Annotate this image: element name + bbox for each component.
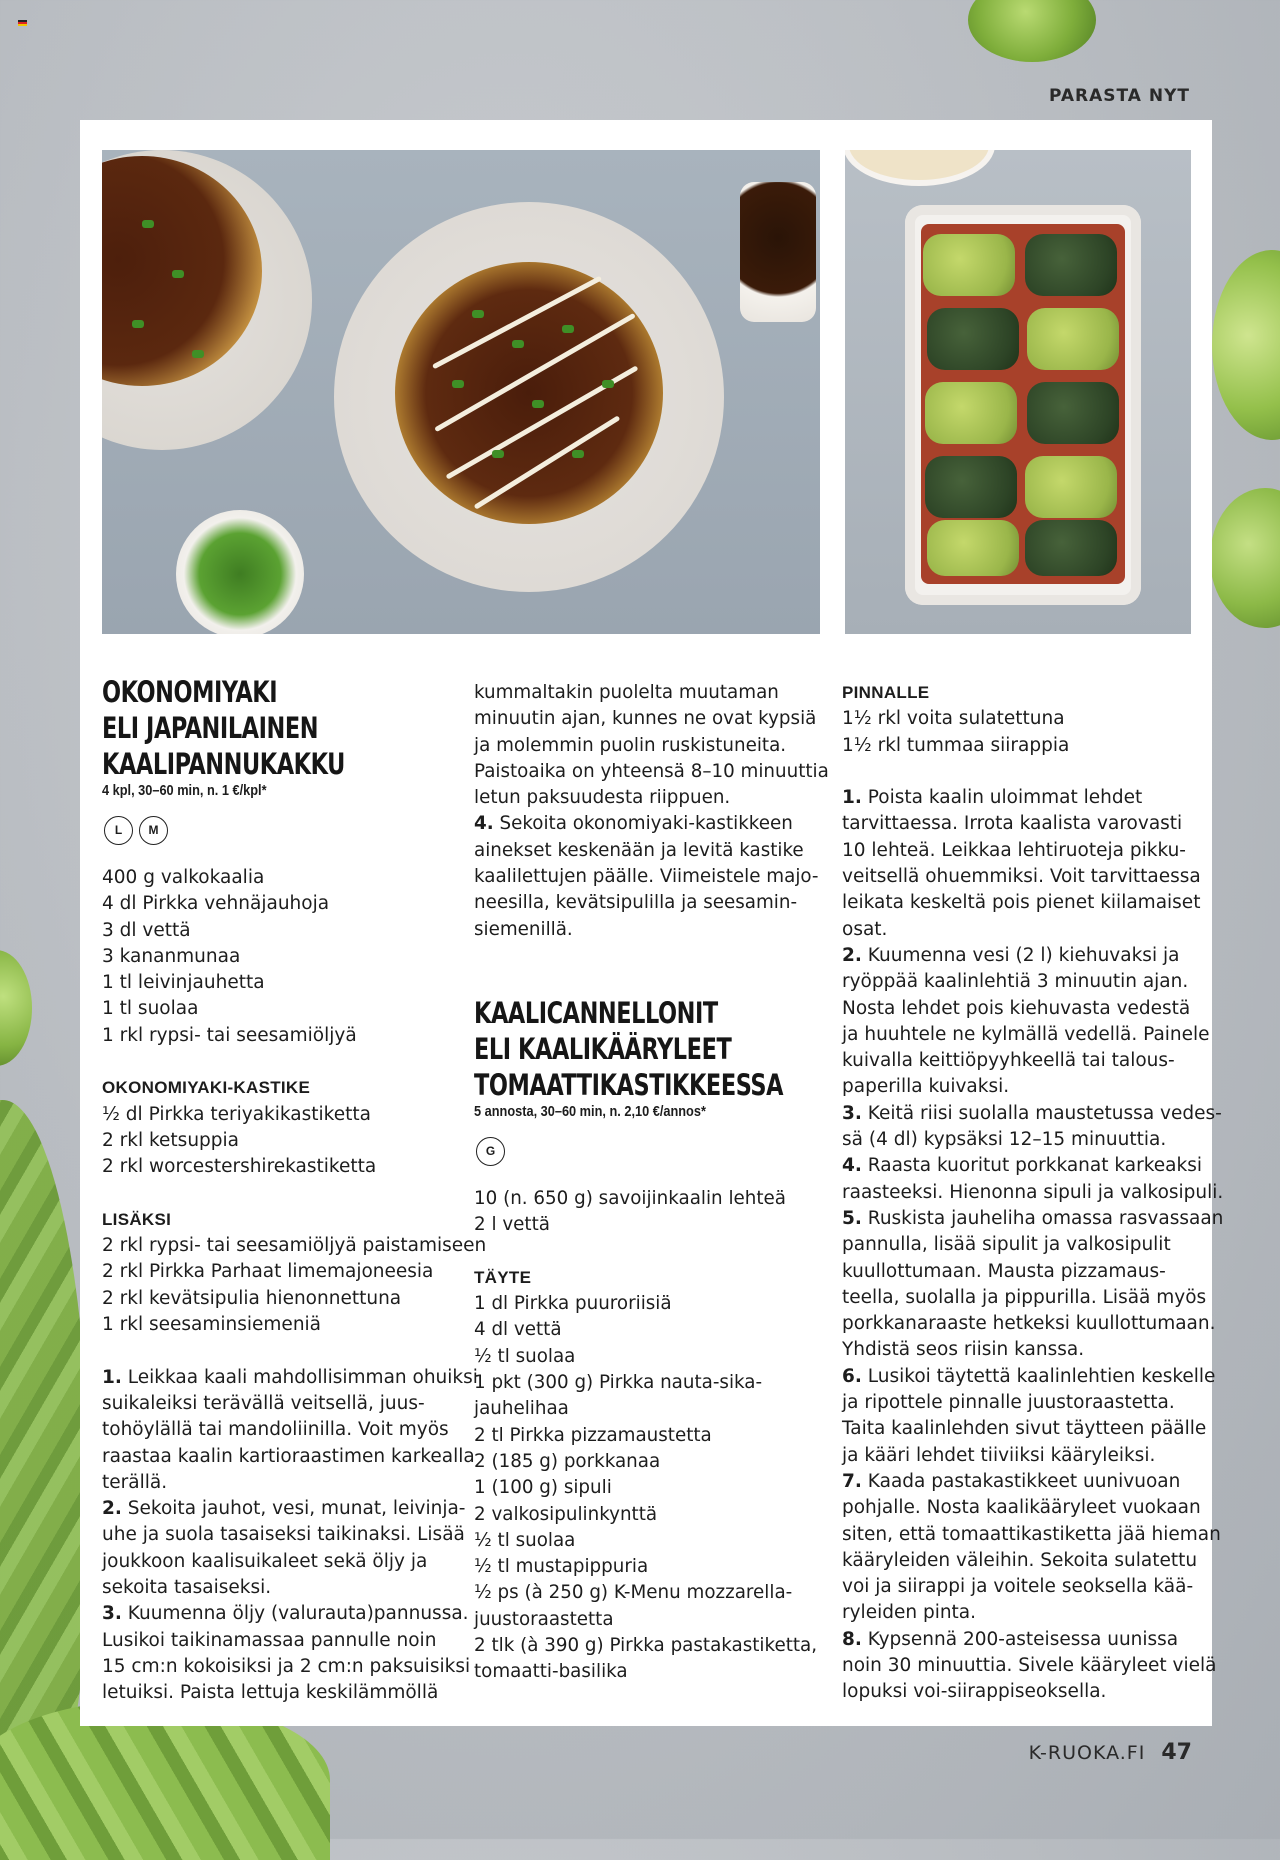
recipe-meta: 4 kpl, 30–60 min, n. 1 €/kpl* (102, 783, 267, 799)
step-line: noin 30 minuuttia. Sivele kääryleet vielä (842, 1654, 1217, 1676)
step-line: 2. Kuumenna vesi (2 l) kiehuvaksi ja (842, 944, 1180, 966)
recipe-title: TOMAATTIKASTIKKEESSA (474, 1067, 784, 1102)
step-line: minuutin ajan, kunnes ne ovat kypsiä (474, 708, 817, 730)
ingredient: 2 tlk (à 390 g) Pirkka pastakastiketta, (474, 1635, 818, 1657)
ingredient: ½ tl suolaa (474, 1529, 576, 1551)
ingredient: 3 dl vettä (102, 919, 191, 941)
brussels-sprout-decoration (1212, 250, 1280, 440)
step-line: ja kääri lehdet tiiviiksi kääryleiksi. (842, 1444, 1156, 1466)
step-line: 7. Kaada pastakastikkeet uunivuoan (842, 1470, 1181, 1492)
step-line: sä (4 dl) kypsäksi 12–15 minuuttia. (842, 1129, 1167, 1151)
step-line: 6. Lusikoi täytettä kaalinlehtien keskelle (842, 1365, 1216, 1387)
step-number: 4. (842, 1155, 862, 1177)
step-line: tarvittaessa. Irrota kaalista varovasti (842, 813, 1183, 835)
ingredient: 2 rkl ketsuppia (102, 1129, 240, 1151)
ingredient: ½ dl Pirkka teriyakikastiketta (102, 1103, 371, 1125)
step-line: Yhdistä seos riisin kanssa. (842, 1339, 1085, 1361)
ingredient: 2 rkl rypsi- tai seesamiöljyä paistamiseen (102, 1235, 487, 1257)
step-line: 3. Kuumenna öljy (valurauta)pannussa. (102, 1603, 469, 1625)
recipe-title: ELI JAPANILAINEN (102, 711, 319, 745)
ingredient: 1 dl Pirkka puuroriisiä (474, 1293, 672, 1315)
step-line: kummaltakin puolelta muutaman (474, 682, 779, 703)
step-line: ja molemmin puolin ruskistuneita. (474, 734, 787, 756)
ingredient: 1 rkl rypsi- tai seesamiöljyä (102, 1024, 357, 1046)
step-line: ryöppää kaalinlehtiä 3 minuutin ajan. (842, 971, 1189, 993)
step-line: joukkoon kaalisuikaleet sekä öljy ja (102, 1550, 428, 1572)
step-line: paperilla kuivaksi. (842, 1076, 1010, 1098)
step-line: Lusikoi taikinamassaa pannulle noin (102, 1629, 437, 1651)
step-line: kuivalla keittiöpyyhkeellä tai talous- (842, 1050, 1175, 1072)
step-line: pohjalle. Nosta kaalikääryleet vuokaan (842, 1497, 1201, 1519)
step-number: 3. (102, 1603, 122, 1625)
step-line: kuullottumaan. Mausta pizzamaus- (842, 1260, 1166, 1282)
step-line: Paistoaika on yhteensä 8–10 minuuttia (474, 760, 829, 782)
step-line: suikaleiksi terävällä veitsellä, juus- (102, 1392, 425, 1414)
ingredient: 2 valkosipulinkynttä (474, 1503, 658, 1525)
step-line: raastaa kaalin kartioraastimen karkealla (102, 1445, 475, 1467)
step-line: ja huuhtele ne kylmällä vedellä. Painele (842, 1023, 1210, 1045)
step-line: Nosta lehdet pois kiehuvasta vedestä (842, 997, 1191, 1019)
ingredient: 2 rkl worcestershirekastiketta (102, 1156, 377, 1178)
step-line: neesilla, kevätsipulilla ja seesamin- (474, 892, 798, 914)
step-line: 1. Poista kaalin uloimmat lehdet (842, 787, 1143, 809)
step-line: 1. Leikkaa kaali mahdollisimman ohuiksi (102, 1366, 478, 1388)
step-line: ryleiden pinta. (842, 1602, 977, 1624)
ingredient: 4 dl vettä (474, 1319, 562, 1341)
recipe1-column (102, 674, 487, 1707)
brussels-sprout-decoration (968, 0, 1096, 62)
recipe-title: OKONOMIYAKI (102, 675, 278, 709)
ingredient: ½ tl mustapippuria (474, 1556, 649, 1578)
step-line: 3. Keitä riisi suolalla maustetussa vedes- (842, 1102, 1222, 1124)
step-line: 4. Raasta kuoritut porkkanat karkeaksi (842, 1155, 1202, 1177)
step-line: 15 cm:n kokoisiksi ja 2 cm:n paksuisiksi (102, 1655, 471, 1677)
step-line: ja ripottele pinnalle juustoraastetta. (842, 1392, 1175, 1414)
step-line: lopuksi voi-siirappiseoksella. (842, 1681, 1107, 1703)
ingredient: 1 rkl seesaminsiemeniä (102, 1314, 322, 1336)
page-number: 47 (1161, 1740, 1192, 1765)
step-line: letun paksuudesta riippuen. (474, 787, 731, 809)
step-line: 8. Kypsennä 200-asteisessa uunissa (842, 1628, 1179, 1650)
step-line: sekoita tasaiseksi. (102, 1577, 272, 1599)
ingredient: 1 (100 g) sipuli (474, 1477, 612, 1499)
ingredient: juustoraastetta (474, 1608, 614, 1630)
ingredient: 1½ rkl voita sulatettuna (842, 708, 1065, 730)
recipe-title: KAALICANNELLONIT (474, 995, 718, 1030)
step-line: voi ja siirappi ja voitele seoksella kää- (842, 1576, 1194, 1598)
step-line: leikata keskeltä pois pienet kiilamaiset (842, 892, 1201, 914)
page-footer (1029, 1740, 1192, 1765)
step-number: 1. (102, 1366, 122, 1388)
ingredient: ½ tl suolaa (474, 1345, 576, 1367)
recipe2-column (474, 680, 829, 1686)
brussels-sprout-decoration (1210, 488, 1280, 628)
ingredient: 3 kananmunaa (102, 945, 241, 967)
subheading: OKONOMIYAKI-KASTIKE (102, 1078, 311, 1098)
brussels-sprout-decoration (0, 950, 32, 1066)
recipe-meta: 5 annosta, 30–60 min, n. 2,10 €/annos* (474, 1103, 706, 1120)
diet-badge-lactose-free: L (104, 816, 133, 845)
step-number: 4. (474, 813, 494, 835)
step-line: raasteeksi. Hienonna sipuli ja valkosipuli. (842, 1181, 1224, 1203)
diet-badge-dairy-free: M (139, 816, 168, 845)
step-line: 4. Sekoita okonomiyaki-kastikkeen (474, 813, 793, 835)
recipe-title: ELI KAALIKÄÄRYLEET (474, 1031, 732, 1066)
site-name: K-RUOKA.FI (1028, 1742, 1146, 1764)
ingredient: 1 tl leivinjauhetta (102, 972, 265, 994)
step-number: 3. (842, 1102, 862, 1124)
recipe-title: KAALIPANNUKAKKU (102, 747, 345, 781)
step-line: pannulla, lisää sipulit ja valkosipulit (842, 1234, 1171, 1256)
step-number: 2. (102, 1498, 122, 1520)
subheading: TÄYTE (474, 1267, 532, 1287)
step-line: ainekset keskenään ja levitä kastike (474, 839, 804, 861)
step-number: 6. (842, 1365, 862, 1387)
step-line: 10 lehteä. Leikkaa lehtiruoteja pikku- (842, 839, 1186, 861)
step-line: siemenillä. (474, 918, 573, 940)
okonomiyaki-photo (102, 150, 820, 634)
subheading: LISÄKSI (102, 1209, 172, 1229)
ingredient: 2 (185 g) porkkanaa (474, 1450, 661, 1472)
step-line: veitsellä ohuemmiksi. Voit tarvittaessa (842, 866, 1201, 888)
section-label: PARASTA NYT (1048, 86, 1190, 106)
step-line: letuiksi. Paista lettuja keskilämmöllä (102, 1682, 439, 1704)
diet-badge-gluten-free: G (476, 1137, 505, 1166)
pancake (395, 262, 663, 524)
cabbage-rolls-photo (845, 150, 1191, 634)
ingredient: 400 g valkokaalia (102, 867, 265, 888)
step-number: 5. (842, 1207, 862, 1229)
subheading: PINNALLE (842, 683, 930, 702)
step-line: 2. Sekoita jauhot, vesi, munat, leivinja- (102, 1498, 466, 1520)
ingredient: 1 pkt (300 g) Pirkka nauta-sika- (474, 1372, 763, 1394)
ingredient: 2 l vettä (474, 1214, 550, 1236)
step-line: kaalilettujen päälle. Viimeistele majo- (474, 866, 819, 888)
ingredient: jauhelihaa (474, 1398, 569, 1420)
spring-onion-bowl (176, 510, 304, 634)
bread-plate (849, 150, 989, 180)
step-line: kääryleiden väleihin. Sekoita sulatettu (842, 1549, 1198, 1571)
step-line: siten, että tomaattikastiketta jää hieman (842, 1523, 1221, 1545)
step-line: porkkanaraaste hetkeksi kuullottumaan. (842, 1313, 1216, 1335)
ingredient: ½ ps (à 250 g) K-Menu mozzarella- (474, 1582, 793, 1604)
ingredient: 10 (n. 650 g) savoijinkaalin lehteä (474, 1187, 786, 1209)
ingredient: tomaatti-basilika (474, 1661, 628, 1683)
step-line: osat. (842, 918, 888, 940)
step-line: teella, suolalla ja pippurilla. Lisää myös (842, 1286, 1207, 1308)
ingredient: 2 rkl kevätsipulia hienonnettuna (102, 1287, 402, 1309)
step-number: 1. (842, 787, 862, 809)
step-line: 5. Ruskista jauheliha omassa rasvassaan (842, 1207, 1224, 1229)
step-number: 8. (842, 1628, 862, 1650)
ingredient: 1 tl suolaa (102, 998, 199, 1020)
step-line: uhe ja suola tasaiseksi taikinaksi. Lisää (102, 1524, 465, 1546)
step-line: tohöylällä tai mandoliinilla. Voit myös (102, 1419, 449, 1441)
step-number: 2. (842, 944, 862, 966)
ingredient: 1½ rkl tummaa siirappia (842, 734, 1070, 756)
ingredient: 2 rkl Pirkka Parhaat limemajoneesia (102, 1261, 434, 1283)
ingredient: 2 tl Pirkka pizzamaustetta (474, 1424, 712, 1446)
recipe2-steps-column (842, 680, 1224, 1706)
sauce-bowl (740, 182, 816, 322)
flag-icon (18, 20, 27, 26)
step-line: Taita kaalinlehden sivut täytteen päälle (842, 1418, 1207, 1440)
ingredient: 4 dl Pirkka vehnäjauhoja (102, 893, 330, 915)
step-number: 7. (842, 1470, 862, 1492)
step-line: terällä. (102, 1471, 168, 1493)
